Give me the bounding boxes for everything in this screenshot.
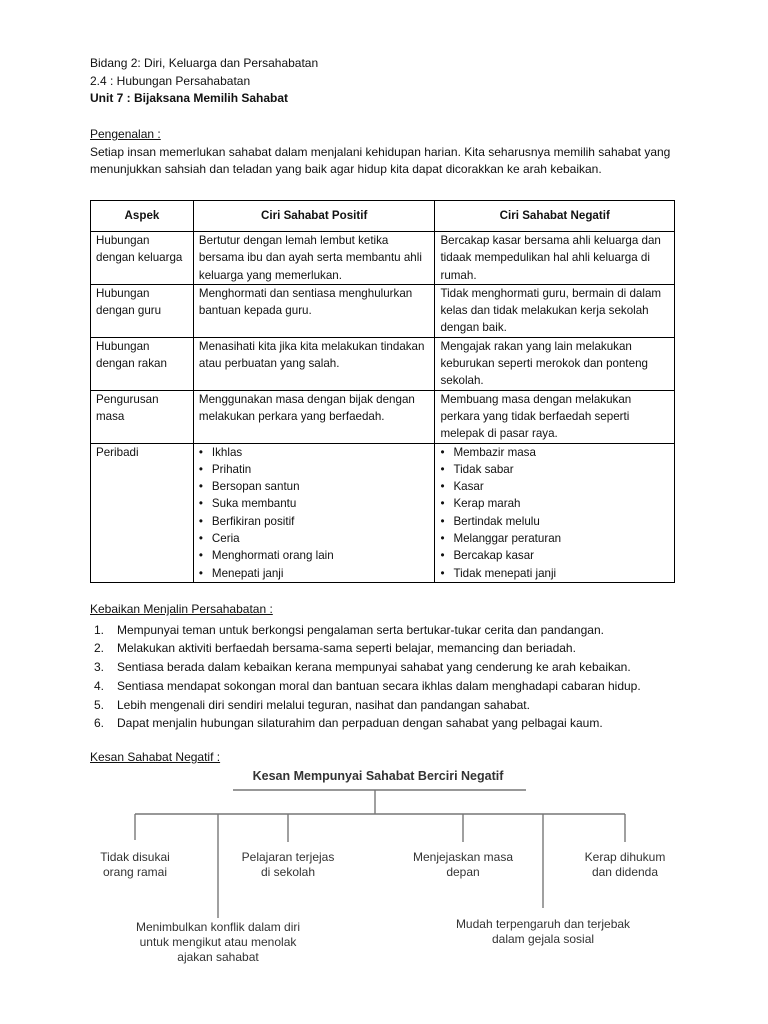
- table-header-row: [91, 201, 675, 232]
- list-number: 5.: [94, 697, 105, 712]
- cell-negatif: Membuang masa dengan melakukan perkara yang tidak berfaedah seperti melepak di pasar raya.: [435, 390, 675, 443]
- table-row: [91, 390, 675, 443]
- unit-title: Unit 7 : Bijaksana Memilih Sahabat: [90, 91, 289, 105]
- list-number: 3.: [94, 660, 105, 675]
- intro-section: [90, 126, 690, 179]
- diagram-node: Kerap dihukum dan didenda: [584, 850, 666, 879]
- bidang-line: Bidang 2: Diri, Keluarga dan Persahabatan: [90, 56, 319, 70]
- list-item: • Bersopan santun: [199, 478, 430, 495]
- list-item: • Membazir masa: [440, 444, 669, 461]
- list-item: [90, 621, 730, 640]
- header-negatif: Ciri Sahabat Negatif: [435, 201, 675, 232]
- diagram-node: Pelajaran terjejas di sekolah: [241, 850, 335, 879]
- list-item: • Ikhlas: [199, 444, 430, 461]
- list-item: • Ceria: [199, 530, 430, 547]
- cell-aspek: Hubungan dengan guru: [91, 284, 194, 337]
- list-number: 1.: [94, 622, 105, 637]
- diagram-node: Menimbulkan konflik dalam diri untuk mengikut atau menolak ajakan sahabat: [135, 920, 301, 964]
- positif-traits-list: [199, 444, 430, 582]
- list-item: • Kasar: [440, 478, 669, 495]
- aspek-table: [90, 200, 675, 583]
- intro-text: Setiap insan memerlukan sahabat dalam menjalani kehidupan harian. Kita seharusnya memilih sahabat yang menunjukkan sahsiah dan teladan yang baik agar hidup kita dapat dicorakkan ke arah kebaikan.: [90, 144, 671, 176]
- list-item-text: Melakukan aktiviti berfaedah bersama-sama seperti belajar, memancing dan beriadah.: [117, 641, 576, 656]
- cell-aspek: Peribadi: [91, 443, 194, 582]
- cell-negatif: Tidak menghormati guru, bermain di dalam kelas dan tidak melakukan kerja sekolah dengan baik.: [435, 284, 675, 337]
- list-item: • Bercakap kasar: [440, 547, 669, 564]
- cell-negatif: Bercakap kasar bersama ahli keluarga dan tidaak mempedulikan hal ahli keluarga di rumah.: [435, 232, 675, 285]
- list-item-text: Mempunyai teman untuk berkongsi pengalaman serta bertukar-tukar cerita dan pandangan.: [117, 622, 604, 637]
- negatif-traits-list: [440, 444, 669, 582]
- header-aspek: Aspek: [91, 201, 194, 232]
- list-number: 4.: [94, 678, 105, 693]
- list-item: • Menghormati orang lain: [199, 547, 430, 564]
- cell-positif: Bertutur dengan lemah lembut ketika bersama ibu dan ayah serta membantu ahli keluarga yang memerlukan.: [193, 232, 435, 285]
- table-row: [91, 232, 675, 285]
- list-item-text: Dapat menjalin hubungan silaturahim dan perpaduan dengan sahabat yang pelbagai kaum.: [117, 716, 603, 731]
- diagram-node: Tidak disukai orang ramai: [100, 850, 170, 879]
- list-item: • Suka membantu: [199, 495, 430, 512]
- list-item: • Tidak sabar: [440, 461, 669, 478]
- header-positif: Ciri Sahabat Positif: [193, 201, 435, 232]
- list-item: [90, 677, 730, 696]
- kesan-diagram: [88, 768, 678, 968]
- kebaikan-heading: Kebaikan Menjalin Persahabatan :: [90, 602, 273, 616]
- diagram-node: Menjejaskan masa depan: [412, 850, 514, 879]
- list-item: • Prihatin: [199, 461, 430, 478]
- kesan-heading: Kesan Sahabat Negatif :: [90, 750, 221, 764]
- diagram-node: Mudah terpengaruh dan terjebak dalam gejala sosial: [455, 917, 631, 946]
- cell-negatif: Mengajak rakan yang lain melakukan keburukan seperti merokok dan ponteng sekolah.: [435, 337, 675, 390]
- cell-aspek: Pengurusan masa: [91, 390, 194, 443]
- cell-positif-list: [193, 443, 435, 582]
- cell-positif: Menggunakan masa dengan bijak dengan melakukan perkara yang berfaedah.: [193, 390, 435, 443]
- list-item: • Berfikiran positif: [199, 513, 430, 530]
- list-item: • Bertindak melulu: [440, 513, 669, 530]
- list-item: [90, 639, 730, 658]
- list-item-text: Sentiasa mendapat sokongan moral dan bantuan secara ikhlas dalam menghadapi cabaran hidup.: [117, 678, 641, 693]
- cell-positif: Menasihati kita jika kita melakukan tindakan atau perbuatan yang salah.: [193, 337, 435, 390]
- diagram-title: Kesan Mempunyai Sahabat Berciri Negatif: [252, 769, 504, 783]
- table-row: [91, 284, 675, 337]
- list-item-text: Lebih mengenali diri sendiri melalui teguran, nasihat dan pandangan sahabat.: [117, 697, 530, 712]
- cell-aspek: Hubungan dengan rakan: [91, 337, 194, 390]
- list-item: [90, 714, 730, 733]
- kebaikan-section: [90, 601, 730, 733]
- list-item: • Menepati janji: [199, 565, 430, 582]
- cell-aspek: Hubungan dengan keluarga: [91, 232, 194, 285]
- document-header: [90, 55, 318, 108]
- subtopic-line: 2.4 : Hubungan Persahabatan: [90, 73, 251, 88]
- table-row: [91, 337, 675, 390]
- cell-positif: Menghormati dan sentiasa menghulurkan bantuan kepada guru.: [193, 284, 435, 337]
- list-item-text: Sentiasa berada dalam kebaikan kerana mempunyai sahabat yang cenderung ke arah kebaikan.: [117, 660, 631, 675]
- list-number: 2.: [94, 641, 105, 656]
- list-number: 6.: [94, 716, 105, 731]
- list-item: • Tidak menepati janji: [440, 565, 669, 582]
- list-item: • Kerap marah: [440, 495, 669, 512]
- list-item: [90, 696, 730, 715]
- kebaikan-list: [90, 621, 730, 734]
- intro-heading: Pengenalan :: [90, 127, 161, 141]
- list-item: • Melanggar peraturan: [440, 530, 669, 547]
- cell-negatif-list: [435, 443, 675, 582]
- table-row-peribadi: [91, 443, 675, 582]
- list-item: [90, 658, 730, 677]
